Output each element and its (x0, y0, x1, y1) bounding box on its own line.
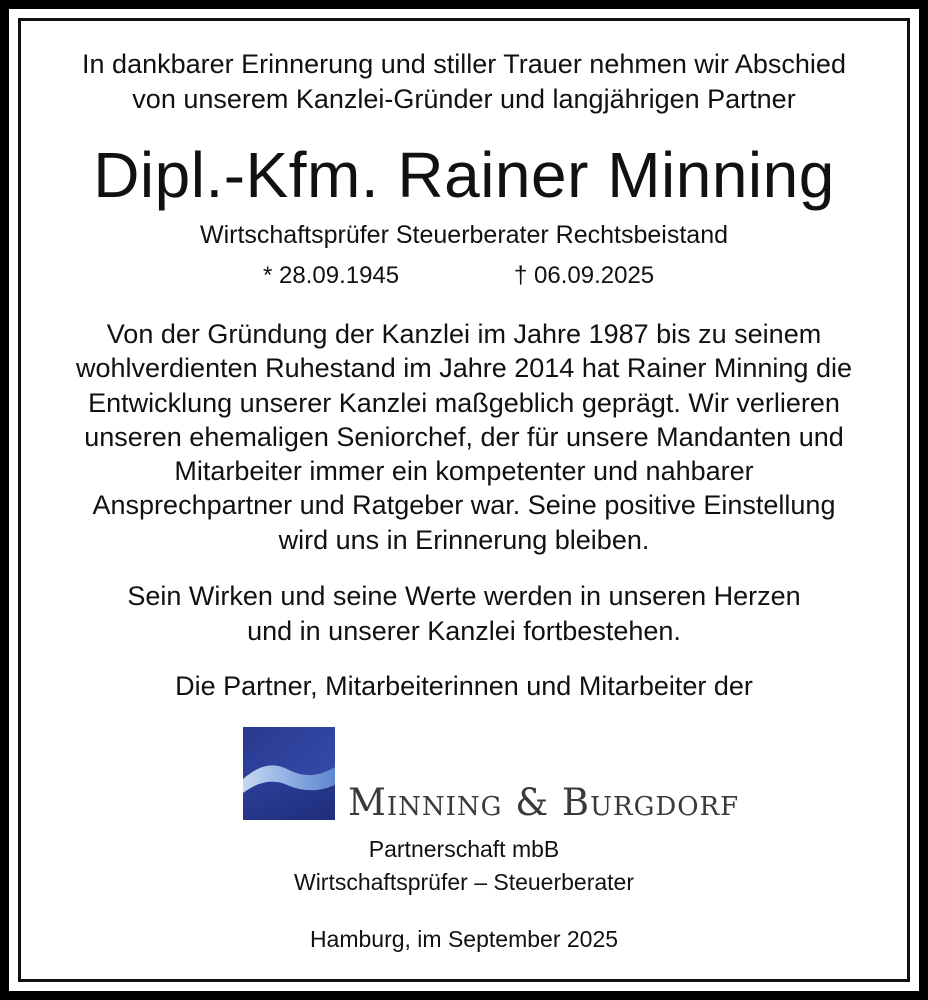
intro-text (21, 47, 907, 117)
profession: Wirtschaftsprüfer Steuerberater Rechtsbeistand (199, 221, 728, 249)
tribute-line: Ansprechpartner und Ratgeber war. Seine positive Einstellung (92, 490, 836, 521)
tribute-line: wird uns in Erinnerung bleiben. (278, 524, 650, 555)
intro-line: In dankbarer Erinnerung und stiller Trauer nehmen wir Abschied (82, 49, 846, 79)
wave-logo-icon (243, 727, 335, 820)
deceased-name: Dipl.-Kfm. Rainer Minning (93, 139, 835, 211)
tribute-line: Mitarbeiter immer ein kompetenter und nahbarer (174, 456, 754, 487)
tribute-line: wohlverdienten Ruhestand im Jahre 2014 hat Rainer Minning die (76, 353, 852, 384)
birth-date: * 28.09.1945 (263, 262, 400, 289)
signoff-text: Die Partner, Mitarbeiterinnen und Mitarbeiter der (175, 671, 753, 701)
tribute-line: Von der Gründung der Kanzlei im Jahre 1987 bis zu seinem (106, 319, 822, 349)
tribute-text (21, 317, 907, 557)
legacy-line: und in unserer Kanzlei fortbestehen. (247, 616, 681, 646)
firm-logo-text: Minning & Burgdorf (348, 781, 740, 824)
firm-details (21, 833, 907, 899)
tribute-line: unseren ehemaligen Seniorchef, der für unsere Mandanten und (84, 421, 844, 452)
intro-line: von unserem Kanzlei-Gründer und langjährigen Partner (132, 84, 796, 114)
life-dates (21, 261, 907, 291)
tribute-line: Entwicklung unserer Kanzlei maßgeblich geprägt. Wir verlieren (88, 387, 840, 418)
place-date: Hamburg, im September 2025 (309, 926, 619, 952)
legacy-text (21, 579, 907, 649)
firm-services: Wirtschaftsprüfer – Steuerberater (293, 869, 635, 895)
legacy-line: Sein Wirken und seine Werte werden in unseren Herzen (127, 581, 801, 611)
death-date: † 06.09.2025 (514, 262, 655, 289)
firm-type: Partnerschaft mbB (368, 836, 560, 862)
obituary-notice (21, 21, 907, 979)
